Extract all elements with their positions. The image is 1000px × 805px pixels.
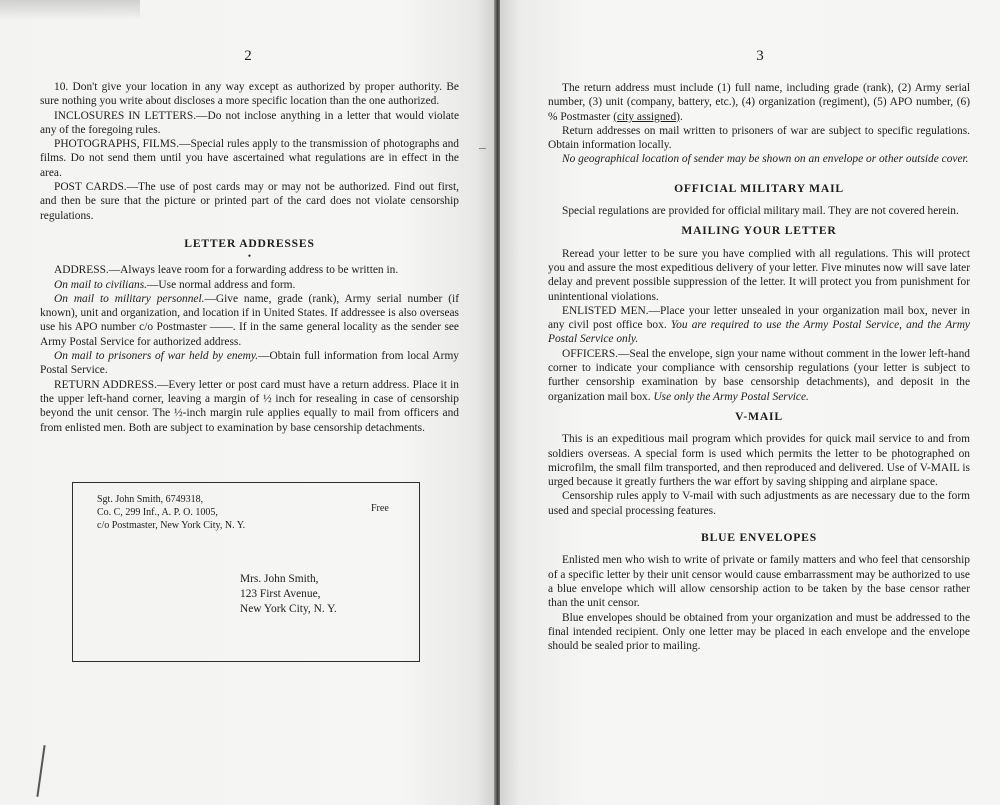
envelope-recipient bbox=[240, 572, 337, 617]
heading-blue-envelopes: BLUE ENVELOPES bbox=[701, 531, 817, 545]
recipient-line: Mrs. John Smith, bbox=[240, 573, 319, 585]
heading-v-mail: V-MAIL bbox=[735, 409, 783, 423]
margin-mark bbox=[479, 148, 486, 149]
recipient-line: New York City, N. Y. bbox=[240, 603, 337, 615]
blue-envelopes-paragraph: Enlisted men who wish to write of private or family matters and who feel that censorship of a specific letter by their unit censor would cause embarrassment may be authorized to use a blue envelope which will allow censorship action to be taken by the base censor rather than the unit censor. bbox=[548, 554, 970, 610]
city-assigned-text: (city assigned) bbox=[613, 110, 680, 123]
recipient-line: 123 First Avenue, bbox=[240, 588, 321, 600]
photographs-paragraph: PHOTOGRAPHS, FILMS.—Special rules apply to the transmission of photographs and films. Do not send them until you have ascertained what regulations are in effect in the area. bbox=[40, 138, 459, 179]
pow-label: On mail to prisoners of war held by enemy. bbox=[54, 350, 259, 363]
return-requirements-end: . bbox=[679, 110, 683, 123]
enlisted-italic: You are required to use the Army Postal Service, and the Army Postal Service only. bbox=[548, 319, 970, 346]
military-text: —Give name, grade (rank), Army serial number (if known), unit and organization, and location if in United States. If addressee is also overseas use his APO number c/o Postmaster ——. If in the same general locality as the sender see Army Postal Service for authorized address. bbox=[40, 292, 460, 348]
pow-paragraph bbox=[40, 349, 459, 378]
return-requirements-text: The return address must include (1) full name, including grade (rank), (2) Army serial number, (3) unit (company, battery, etc.), (4) organization (regiment), (5) APO number, (6) % Postmaster bbox=[548, 82, 970, 123]
return-address-paragraph: RETURN ADDRESS.—Every letter or post card must have a return address. Place it in the upper left-hand corner, leaving a margin of ½ inch for resealing in case of censorship beyond the unit censor. The ½-inch margin rule applies equally to mail from officers and from enlisted men. Both are subject to examination by base censorship detachments. bbox=[40, 378, 459, 434]
official-mail-paragraph: Special regulations are provided for official military mail. They are not covered herein. bbox=[562, 205, 959, 218]
v-mail-censorship-paragraph: Censorship rules apply to V-mail with such adjustments as are necessary due to the form used and special processing features. bbox=[548, 490, 970, 517]
blue-envelopes-obtain-paragraph: Blue envelopes should be obtained from your organization and must be addressed to the final intended recipient. Only one letter may be placed in each envelope and the envelope should be sealed prior to mailing. bbox=[548, 611, 970, 653]
sample-envelope bbox=[72, 482, 420, 662]
heading-official-military-mail: OFFICIAL MILITARY MAIL bbox=[674, 181, 844, 195]
left-page-text bbox=[40, 80, 459, 435]
right-page bbox=[500, 0, 1000, 805]
page-number-left: 2 bbox=[244, 48, 252, 64]
paragraph-10: 10. Don't give your location in any way except as authorized by proper authority. Be sure nothing you write about discloses a more specific location than the one authorized. bbox=[40, 81, 459, 108]
sender-line: c/o Postmaster, New York City, N. Y. bbox=[97, 520, 246, 531]
page-corner-shadow bbox=[0, 0, 140, 20]
sender-line: Co. C, 299 Inf., A. P. O. 1005, bbox=[97, 507, 218, 518]
pow-return-paragraph: Return addresses on mail written to prisoners of war are subject to specific regulations. Obtain information locally. bbox=[548, 124, 970, 152]
enlisted-men-paragraph bbox=[548, 304, 970, 347]
pow-text: —Obtain full information from local Army Postal Service. bbox=[40, 350, 460, 377]
military-paragraph bbox=[40, 292, 459, 349]
sender-line: Sgt. John Smith, 6749318, bbox=[97, 494, 204, 505]
return-address-requirements bbox=[548, 81, 970, 124]
inclosures-paragraph: INCLOSURES IN LETTERS.—Do not inclose anything in a letter that would violate any of the foregoing rules. bbox=[40, 109, 459, 136]
officers-paragraph bbox=[548, 347, 970, 404]
heading-letter-addresses: LETTER ADDRESSES bbox=[184, 236, 315, 250]
enlisted-text: ENLISTED MEN.—Place your letter unsealed in your organization mail box, never in any civil post office box. bbox=[548, 304, 970, 332]
address-paragraph: ADDRESS.—Always leave room for a forwarding address to be written in. bbox=[54, 264, 399, 277]
left-page bbox=[0, 0, 496, 805]
envelope-sender bbox=[97, 493, 245, 532]
ink-dot: • bbox=[247, 251, 252, 262]
officers-text: OFFICERS.—Seal the envelope, sign your name without comment in the lower left-hand corner to indicate your compliance with censorship regulations (your letter is subject to further censorship examination by base censorship detachments), and deposit in the organization mail box. bbox=[548, 347, 970, 403]
officers-italic: Use only the Army Postal Service. bbox=[653, 390, 809, 403]
civilians-paragraph bbox=[40, 278, 459, 292]
page-number-right: 3 bbox=[756, 48, 764, 64]
mailing-paragraph: Reread your letter to be sure you have complied with all regulations. This will protect you and assure the most expeditious delivery of your letter. Five minutes now will save later delay and prevent possible suppression of the letter. It will protect you from punishment for unintentional violations. bbox=[548, 247, 970, 303]
civilians-label: On mail to civilians. bbox=[54, 278, 148, 291]
heading-mailing-your-letter: MAILING YOUR LETTER bbox=[681, 224, 837, 238]
post-cards-paragraph: POST CARDS.—The use of post cards may or may not be authorized. Find out first, and then be sure that the picture or printed part of the card does not violate censorship regulations. bbox=[40, 181, 459, 222]
right-page-text bbox=[548, 81, 970, 653]
postage-free-label: Free bbox=[371, 503, 389, 514]
civilians-text: —Use normal address and form. bbox=[147, 278, 296, 291]
v-mail-paragraph: This is an expeditious mail program which provides for quick mail service to and from soldiers overseas. A special form is used which permits the letter to be photographed on microfilm, the small film transported, and then reproduced and delivered. Use of V-MAIL is urged because it greatly furthers the war effort by saving shipping and airplane space. bbox=[548, 433, 970, 489]
military-label: On mail to military personnel. bbox=[54, 292, 205, 305]
pen-mark bbox=[36, 745, 45, 797]
no-geographical-location: No geographical location of sender may be shown on an envelope or other outside cover. bbox=[562, 153, 969, 166]
